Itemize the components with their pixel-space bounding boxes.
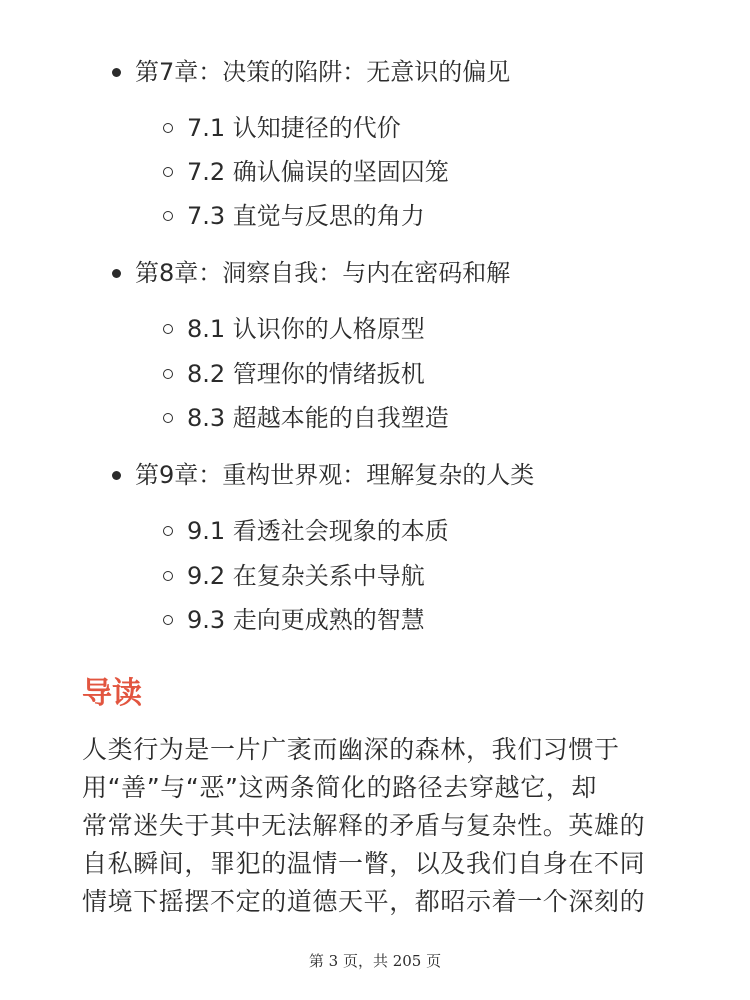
bullet-circle-icon: [163, 123, 173, 133]
section-title: 9.2 在复杂关系中导航: [187, 562, 425, 590]
intro-line: 人类行为是一片广袤而幽深的森林，我们习惯于: [82, 735, 620, 764]
intro-paragraph: [82, 731, 672, 921]
toc-section-7-1: [163, 111, 401, 145]
bullet-circle-icon: [163, 369, 173, 379]
section-title: 7.1 认知捷径的代价: [187, 114, 401, 142]
section-title: 7.3 直觉与反思的角力: [187, 202, 425, 230]
bullet-dot-icon: [112, 471, 121, 480]
toc-section-9-3: [163, 603, 425, 637]
section-title: 8.1 认识你的人格原型: [187, 315, 425, 343]
section-title: 7.2 确认偏误的坚固囚笼: [187, 158, 449, 186]
toc-section-8-3: [163, 401, 449, 435]
bullet-circle-icon: [163, 324, 173, 334]
intro-line: 用“善”与“恶”这两条简化的路径去穿越它，却: [82, 773, 598, 802]
page-number-footer: 第 3 页，共 205 页: [308, 952, 442, 970]
toc-section-8-1: [163, 312, 425, 346]
bullet-circle-icon: [163, 211, 173, 221]
bullet-circle-icon: [163, 413, 173, 423]
bullet-dot-icon: [112, 68, 121, 77]
bullet-circle-icon: [163, 526, 173, 536]
bullet-dot-icon: [112, 269, 121, 278]
section-title: 9.3 走向更成熟的智慧: [187, 606, 425, 634]
toc-chapter-7: [112, 55, 510, 89]
intro-line: 常常迷失于其中无法解释的矛盾与复杂性。英雄的: [82, 811, 646, 840]
chapter-title: 第9章：重构世界观：理解复杂的人类: [135, 461, 535, 489]
toc-section-7-2: [163, 155, 449, 189]
section-title: 9.1 看透社会现象的本质: [187, 517, 449, 545]
toc-section-9-2: [163, 559, 425, 593]
chapter-title: 第7章：决策的陷阱：无意识的偏见: [135, 58, 511, 86]
toc-section-9-1: [163, 514, 449, 548]
bullet-circle-icon: [163, 167, 173, 177]
toc-section-8-2: [163, 357, 425, 391]
intro-heading: 导读: [82, 676, 142, 711]
intro-line: 情境下摇摆不定的道德天平，都昭示着一个深刻的: [82, 887, 646, 916]
chapter-title: 第8章：洞察自我：与内在密码和解: [135, 259, 511, 287]
toc-section-7-3: [163, 199, 425, 233]
bullet-circle-icon: [163, 571, 173, 581]
section-title: 8.2 管理你的情绪扳机: [187, 360, 425, 388]
intro-line: 自私瞬间，罪犯的温情一瞥，以及我们自身在不同: [82, 849, 646, 878]
section-title: 8.3 超越本能的自我塑造: [187, 404, 449, 432]
toc-chapter-9: [112, 458, 534, 492]
toc-chapter-8: [112, 256, 510, 290]
bullet-circle-icon: [163, 615, 173, 625]
